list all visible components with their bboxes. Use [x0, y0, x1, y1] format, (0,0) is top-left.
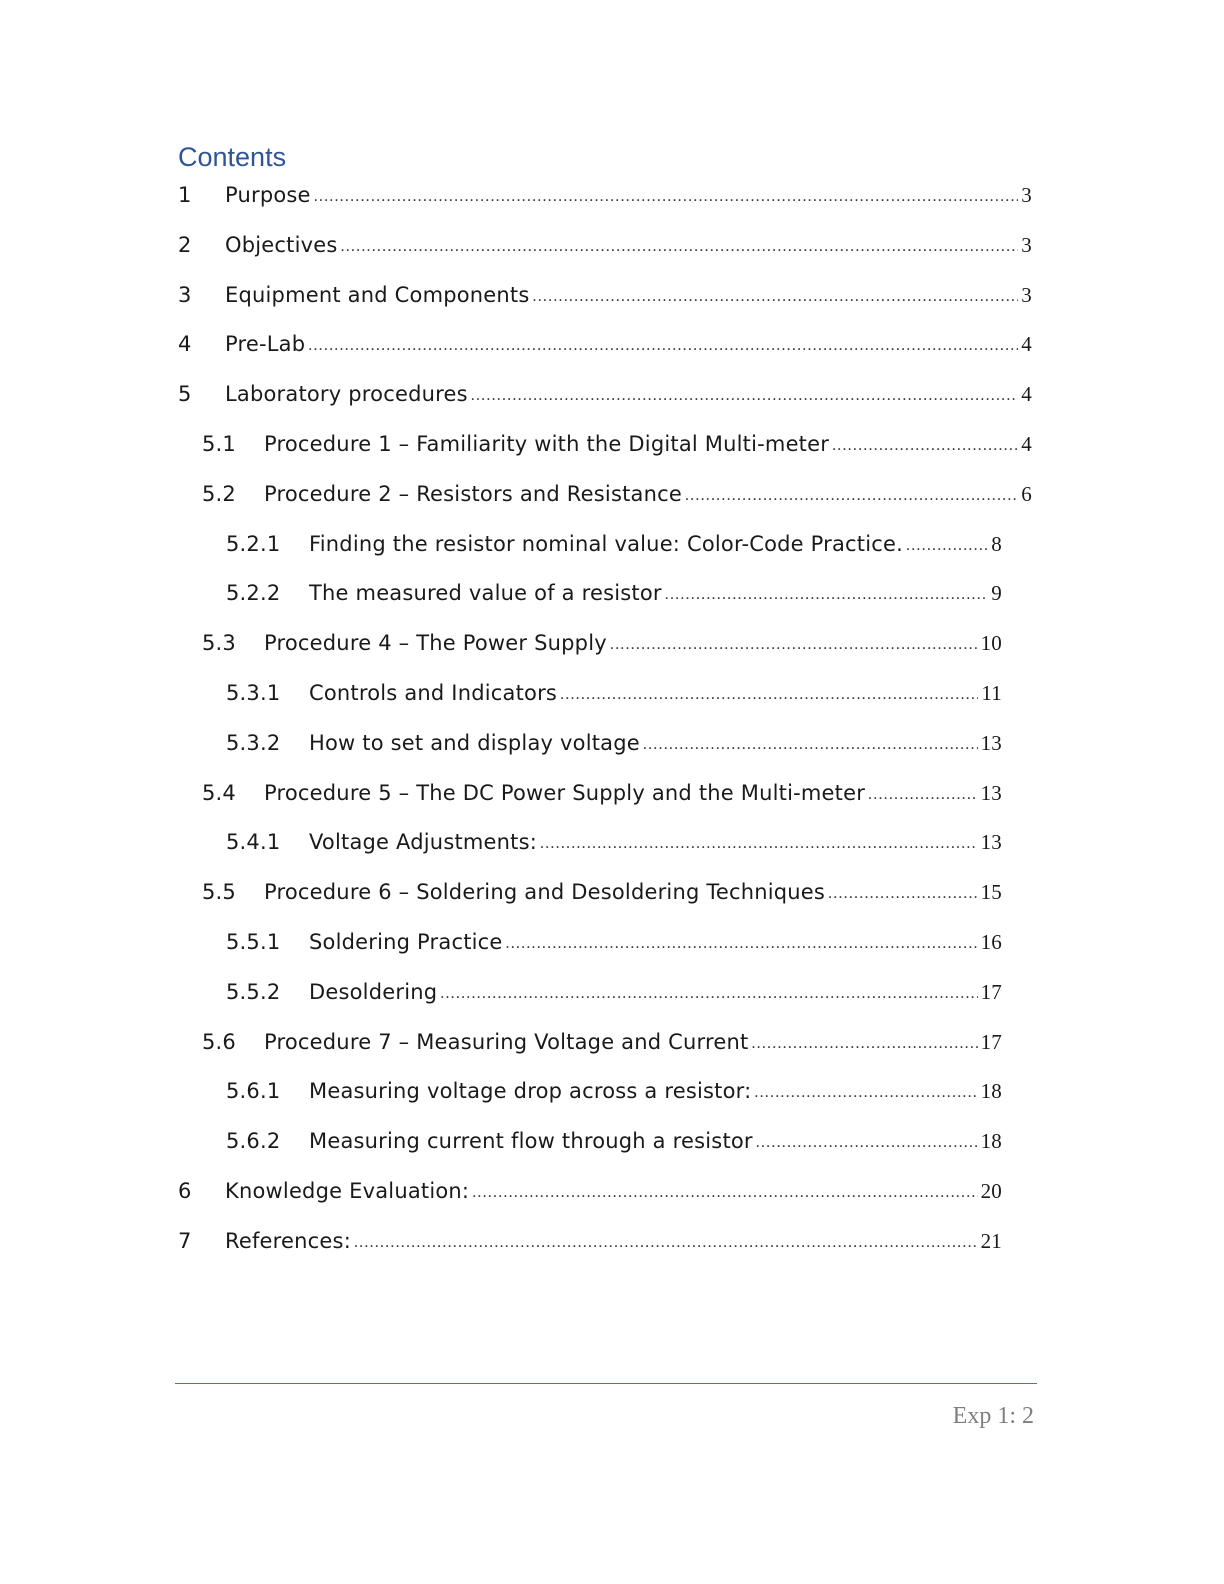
toc-entry-page-number: 4 [1021, 382, 1032, 407]
toc-dot-leader [828, 885, 978, 903]
toc-entry[interactable] [0, 980, 1224, 1030]
toc-dot-leader [506, 935, 978, 953]
toc-entry-page-number: 3 [1021, 232, 1032, 257]
toc-entry-title[interactable]: Pre-Lab [225, 332, 306, 357]
toc-entry[interactable] [0, 233, 1224, 283]
toc-entry-title[interactable]: Purpose [225, 183, 311, 207]
toc-entry-title[interactable]: Equipment and Components [225, 282, 530, 307]
toc-dot-leader [314, 188, 1019, 206]
toc-entry[interactable] [0, 681, 1224, 731]
toc-entry-page-number: 8 [991, 531, 1002, 556]
toc-dot-leader [308, 337, 1018, 355]
toc-entry-title[interactable]: Procedure 6 – Soldering and Desoldering Techniques [264, 880, 826, 905]
toc-entry-title[interactable]: Knowledge Evaluation: [225, 1178, 470, 1203]
toc-entry-page-number: 13 [980, 780, 1002, 805]
toc-entry[interactable] [0, 1179, 1224, 1229]
toc-dot-leader [754, 1084, 977, 1102]
toc-entry-number: 3 [178, 282, 192, 307]
toc-dot-leader [533, 288, 1019, 306]
toc-entry[interactable] [0, 880, 1224, 930]
toc-entry[interactable] [0, 332, 1224, 382]
toc-entry-page-number: 6 [1021, 481, 1032, 506]
toc-entry[interactable] [0, 781, 1224, 831]
toc-entry-title[interactable]: Finding the resistor nominal value: Color-Code Practice. [309, 531, 904, 556]
toc-entry-page-number: 17 [980, 1029, 1002, 1054]
toc-entry[interactable] [0, 283, 1224, 333]
toc-entry[interactable] [0, 731, 1224, 781]
toc-entry-page-number: 21 [980, 1228, 1002, 1253]
toc-entry-title[interactable]: References: [225, 1228, 351, 1253]
toc-entry-page-number: 13 [980, 730, 1002, 755]
toc-dot-leader [868, 786, 978, 804]
toc-dot-leader [832, 437, 1018, 455]
toc-entry-title[interactable]: Procedure 4 – The Power Supply [264, 631, 607, 656]
toc-dot-leader [665, 586, 989, 604]
toc-entry-title[interactable]: Measuring current flow through a resistor [309, 1129, 753, 1154]
toc-entry[interactable] [0, 1129, 1224, 1179]
toc-entry[interactable] [0, 1079, 1224, 1129]
toc-dot-leader [440, 985, 977, 1003]
toc-entry-page-number: 18 [980, 1079, 1002, 1104]
toc-dot-leader [472, 1184, 977, 1202]
toc-entry-number: 5.2.1 [226, 531, 281, 556]
toc-entry-page-number: 10 [980, 631, 1002, 656]
toc-entry-number: 5.3 [202, 631, 236, 656]
toc-entry-page-number: 4 [1021, 332, 1032, 357]
toc-entry-title[interactable]: How to set and display voltage [309, 730, 640, 755]
toc-entry-page-number: 4 [1021, 431, 1032, 456]
toc-dot-leader [756, 1134, 978, 1152]
toc-entry-title[interactable]: Soldering Practice [309, 929, 503, 954]
toc-entry-page-number: 17 [980, 979, 1002, 1004]
toc-entry-page-number: 3 [1021, 183, 1032, 207]
toc-list [0, 183, 1224, 1279]
toc-entry-title[interactable]: Desoldering [309, 979, 438, 1004]
toc-entry-number: 5.5 [202, 880, 236, 905]
toc-entry-number: 5.6.1 [226, 1079, 281, 1104]
toc-entry[interactable] [0, 930, 1224, 980]
toc-entry-title[interactable]: Procedure 7 – Measuring Voltage and Current [264, 1029, 749, 1054]
toc-entry-number: 4 [178, 332, 192, 357]
toc-dot-leader [540, 835, 978, 853]
toc-entry[interactable] [0, 1229, 1224, 1279]
toc-entry-number: 5.5.1 [226, 929, 281, 954]
page-footer: Exp 1: 2 [952, 1403, 1034, 1429]
toc-entry[interactable] [0, 482, 1224, 532]
toc-entry[interactable] [0, 631, 1224, 681]
toc-entry-number: 6 [178, 1178, 192, 1203]
toc-entry-title[interactable]: Measuring voltage drop across a resistor: [309, 1079, 752, 1104]
toc-entry-number: 7 [178, 1228, 192, 1253]
toc-dot-leader [906, 537, 988, 555]
toc-entry-number: 5.2 [202, 481, 236, 506]
toc-entry-page-number: 20 [980, 1178, 1002, 1203]
toc-entry-title[interactable]: Controls and Indicators [309, 680, 558, 705]
toc-entry-title[interactable]: Procedure 2 – Resistors and Resistance [264, 481, 682, 506]
toc-entry-number: 5.1 [202, 431, 236, 456]
toc-entry-title[interactable]: Procedure 5 – The DC Power Supply and the Multi-meter [264, 780, 866, 805]
toc-entry-number: 5.4.1 [226, 830, 281, 855]
toc-entry-title[interactable]: Laboratory procedures [225, 382, 468, 407]
toc-entry-number: 5 [178, 382, 192, 407]
toc-entry[interactable] [0, 532, 1224, 582]
toc-entry-title[interactable]: Voltage Adjustments: [309, 830, 538, 855]
toc-entry-number: 5.6 [202, 1029, 236, 1054]
toc-entry-number: 1 [178, 183, 192, 207]
toc-entry[interactable] [0, 432, 1224, 482]
toc-dot-leader [354, 1234, 978, 1252]
toc-entry[interactable] [0, 830, 1224, 880]
toc-entry-number: 5.2.2 [226, 581, 281, 606]
toc-entry-number: 5.3.2 [226, 730, 281, 755]
footer-rule [175, 1383, 1037, 1384]
toc-entry-number: 5.3.1 [226, 680, 281, 705]
toc-dot-leader [751, 1035, 977, 1053]
toc-entry[interactable] [0, 183, 1224, 233]
toc-dot-leader [643, 736, 978, 754]
toc-entry-number: 5.6.2 [226, 1129, 281, 1154]
toc-entry-page-number: 3 [1021, 282, 1032, 307]
toc-entry[interactable] [0, 1030, 1224, 1080]
toc-dot-leader [341, 238, 1019, 256]
toc-entry-title[interactable]: The measured value of a resistor [309, 581, 662, 606]
toc-heading: Contents [178, 142, 287, 172]
toc-entry-page-number: 15 [980, 880, 1002, 905]
toc-entry-page-number: 18 [980, 1129, 1002, 1154]
toc-entry-number: 5.4 [202, 780, 236, 805]
toc-entry-number: 2 [178, 232, 192, 257]
toc-dot-leader [560, 686, 978, 704]
toc-entry-page-number: 16 [980, 929, 1002, 954]
toc-entry[interactable] [0, 581, 1224, 631]
toc-entry-page-number: 9 [991, 581, 1002, 606]
toc-entry[interactable] [0, 382, 1224, 432]
toc-dot-leader [610, 636, 978, 654]
toc-dot-leader [685, 487, 1018, 505]
toc-entry-title[interactable]: Procedure 1 – Familiarity with the Digital Multi-meter [264, 431, 830, 456]
toc-entry-page-number: 13 [980, 830, 1002, 855]
toc-entry-page-number: 11 [981, 680, 1002, 705]
toc-dot-leader [471, 387, 1019, 405]
toc-entry-title[interactable]: Objectives [225, 232, 338, 257]
toc-entry-number: 5.5.2 [226, 979, 281, 1004]
